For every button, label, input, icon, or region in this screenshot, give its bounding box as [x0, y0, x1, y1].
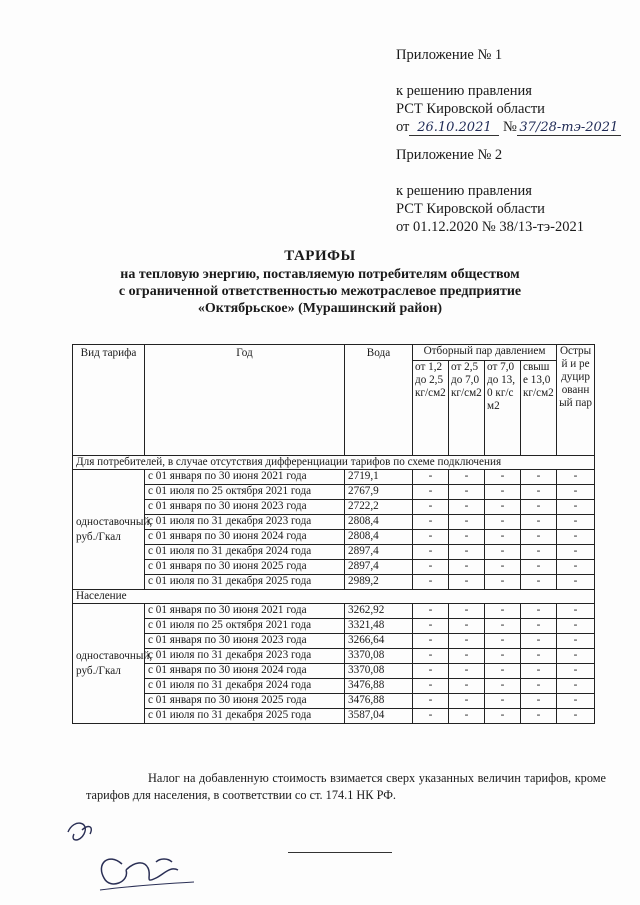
water-value: 3266,64 [345, 634, 413, 649]
dash-cell: - [521, 500, 557, 515]
water-value: 2767,9 [345, 485, 413, 500]
section2-label: Население [73, 590, 595, 604]
dash-cell: - [557, 694, 595, 709]
period-cell: с 01 июля по 25 октября 2021 года [145, 619, 345, 634]
appendix2-title: Приложение № 2 [396, 147, 503, 163]
period-cell: с 01 июля по 31 декабря 2024 года [145, 545, 345, 560]
water-value: 2989,2 [345, 575, 413, 590]
appendix2-line3: от 01.12.2020 № 38/13-тэ-2021 [396, 219, 584, 235]
dash-cell: - [557, 634, 595, 649]
dash-cell: - [521, 634, 557, 649]
dash-cell: - [521, 470, 557, 485]
water-value: 3262,92 [345, 604, 413, 619]
heading-line2: с ограниченной ответственностью межотраслевое предприятие [118, 284, 522, 299]
section1-group: одноставочный, руб./Гкал [73, 470, 145, 590]
section1-label: Для потребителей, в случае отсутствия дифференциации тарифов по схеме подключения [73, 456, 595, 470]
section-header-row [73, 456, 595, 470]
dash-cell: - [521, 560, 557, 575]
table-row [73, 709, 595, 724]
table-row [73, 500, 595, 515]
handwritten-number: 37/28-тэ-2021 [517, 121, 621, 136]
section-header-row [73, 590, 595, 604]
dash-cell: - [413, 470, 449, 485]
dash-cell: - [521, 530, 557, 545]
page-title: ТАРИФЫ [284, 248, 356, 264]
dash-cell: - [413, 604, 449, 619]
table-header-row [73, 345, 595, 361]
dash-cell: - [485, 515, 521, 530]
period-cell: с 01 января по 30 июня 2021 года [145, 604, 345, 619]
dash-cell: - [449, 545, 485, 560]
period-cell: с 01 января по 30 июня 2023 года [145, 634, 345, 649]
dash-cell: - [557, 709, 595, 724]
number-prefix: № [503, 119, 517, 135]
period-cell: с 01 июля по 31 декабря 2025 года [145, 575, 345, 590]
dash-cell: - [485, 530, 521, 545]
dash-cell: - [413, 545, 449, 560]
from-prefix: от [396, 119, 410, 135]
dash-cell: - [449, 530, 485, 545]
dash-cell: - [557, 679, 595, 694]
dash-cell: - [485, 634, 521, 649]
period-cell: с 01 января по 30 июня 2021 года [145, 470, 345, 485]
water-value: 3370,08 [345, 649, 413, 664]
header-steam-4: свыше 13,0 кг/см2 [521, 361, 557, 456]
dash-cell: - [485, 604, 521, 619]
period-cell: с 01 июля по 31 декабря 2024 года [145, 679, 345, 694]
vat-note: Налог на добавленную стоимость взимается сверх указанных величин тарифов, кроме тарифов для населения, в соответствии со ст. 174.1 НК РФ. [86, 771, 606, 802]
dash-cell: - [557, 545, 595, 560]
dash-cell: - [521, 604, 557, 619]
dash-cell: - [485, 709, 521, 724]
table-row [73, 530, 595, 545]
period-cell: с 01 июля по 25 октября 2021 года [145, 485, 345, 500]
period-cell: с 01 января по 30 июня 2024 года [145, 530, 345, 545]
dash-cell: - [485, 575, 521, 590]
water-value: 2722,2 [345, 500, 413, 515]
dash-cell: - [449, 664, 485, 679]
handwritten-date: 26.10.2021 [409, 121, 499, 136]
dash-cell: - [521, 679, 557, 694]
header-tariff-type: Вид тарифа [73, 345, 145, 456]
dash-cell: - [557, 470, 595, 485]
dash-cell: - [449, 694, 485, 709]
dash-cell: - [521, 649, 557, 664]
dash-cell: - [521, 664, 557, 679]
water-value: 3476,88 [345, 694, 413, 709]
dash-cell: - [449, 619, 485, 634]
table-row [73, 545, 595, 560]
dash-cell: - [485, 500, 521, 515]
dash-cell: - [413, 649, 449, 664]
header-sharp-steam: Острый и редуцированный пар [557, 345, 595, 456]
section2-group: одноставочный, руб./Гкал [73, 604, 145, 724]
dash-cell: - [557, 604, 595, 619]
period-cell: с 01 января по 30 июня 2024 года [145, 664, 345, 679]
header-period: Год [145, 345, 345, 456]
tariff-table [72, 344, 595, 724]
dash-cell: - [413, 575, 449, 590]
water-value: 2897,4 [345, 560, 413, 575]
appendix1-decision-line [396, 118, 621, 136]
dash-cell: - [485, 649, 521, 664]
dash-cell: - [485, 560, 521, 575]
header-steam-1: от 1,2 до 2,5 кг/см2 [413, 361, 449, 456]
dash-cell: - [449, 485, 485, 500]
dash-cell: - [485, 679, 521, 694]
period-cell: с 01 января по 30 июня 2025 года [145, 694, 345, 709]
appendix1-line2: РСТ Кировской области [396, 101, 545, 117]
appendix2-block [396, 146, 584, 236]
dash-cell: - [413, 485, 449, 500]
dash-cell: - [413, 515, 449, 530]
dash-cell: - [485, 694, 521, 709]
dash-cell: - [485, 619, 521, 634]
dash-cell: - [413, 619, 449, 634]
dash-cell: - [557, 649, 595, 664]
dash-cell: - [449, 560, 485, 575]
dash-cell: - [449, 604, 485, 619]
dash-cell: - [449, 470, 485, 485]
table-row [73, 649, 595, 664]
dash-cell: - [413, 560, 449, 575]
period-cell: с 01 июля по 31 декабря 2025 года [145, 709, 345, 724]
dash-cell: - [485, 470, 521, 485]
dash-cell: - [485, 664, 521, 679]
dash-cell: - [449, 515, 485, 530]
header-steam-3: от 7,0 до 13,0 кг/см2 [485, 361, 521, 456]
table-row [73, 694, 595, 709]
water-value: 3370,08 [345, 664, 413, 679]
dash-cell: - [449, 575, 485, 590]
dash-cell: - [557, 485, 595, 500]
period-cell: с 01 января по 30 июня 2025 года [145, 560, 345, 575]
dash-cell: - [485, 485, 521, 500]
table-row [73, 515, 595, 530]
dash-cell: - [521, 709, 557, 724]
water-value: 2897,4 [345, 545, 413, 560]
water-value: 3476,88 [345, 679, 413, 694]
dash-cell: - [557, 664, 595, 679]
table-row [73, 679, 595, 694]
table-row [73, 575, 595, 590]
table-row [73, 560, 595, 575]
water-value: 3587,04 [345, 709, 413, 724]
table-row [73, 634, 595, 649]
dash-cell: - [413, 709, 449, 724]
dash-cell: - [449, 679, 485, 694]
header-water: Вода [345, 345, 413, 456]
table-row [73, 604, 595, 619]
dash-cell: - [521, 515, 557, 530]
period-cell: с 01 июля по 31 декабря 2023 года [145, 649, 345, 664]
table-row [73, 619, 595, 634]
signature-icon [60, 812, 210, 898]
appendix2-line2: РСТ Кировской области [396, 201, 545, 217]
dash-cell: - [557, 619, 595, 634]
dash-cell: - [557, 500, 595, 515]
table-row [73, 470, 595, 485]
dash-cell: - [485, 545, 521, 560]
signature-line [288, 852, 392, 853]
appendix2-line1: к решению правления [396, 183, 532, 199]
dash-cell: - [557, 575, 595, 590]
dash-cell: - [413, 664, 449, 679]
dash-cell: - [413, 530, 449, 545]
dash-cell: - [521, 485, 557, 500]
table-row [73, 485, 595, 500]
period-cell: с 01 июля по 31 декабря 2023 года [145, 515, 345, 530]
dash-cell: - [449, 500, 485, 515]
dash-cell: - [449, 649, 485, 664]
dash-cell: - [521, 619, 557, 634]
header-steam-2: от 2,5 до 7,0 кг/см2 [449, 361, 485, 456]
appendix1-line1: к решению правления [396, 83, 532, 99]
water-value: 2808,4 [345, 530, 413, 545]
dash-cell: - [413, 694, 449, 709]
period-cell: с 01 января по 30 июня 2023 года [145, 500, 345, 515]
dash-cell: - [413, 679, 449, 694]
water-value: 3321,48 [345, 619, 413, 634]
heading-line1: на тепловую энергию, поставляемую потребителям обществом [120, 267, 520, 282]
water-value: 2719,1 [345, 470, 413, 485]
dash-cell: - [413, 634, 449, 649]
dash-cell: - [557, 560, 595, 575]
dash-cell: - [449, 709, 485, 724]
dash-cell: - [557, 530, 595, 545]
dash-cell: - [521, 575, 557, 590]
dash-cell: - [449, 634, 485, 649]
dash-cell: - [521, 545, 557, 560]
header-steam: Отборный пар давлением [413, 345, 557, 361]
heading-line3: «Октябрьское» (Мурашинский район) [197, 301, 443, 316]
appendix1-block [396, 46, 621, 136]
water-value: 2808,4 [345, 515, 413, 530]
dash-cell: - [557, 515, 595, 530]
dash-cell: - [413, 500, 449, 515]
table-row [73, 664, 595, 679]
appendix1-title: Приложение № 1 [396, 47, 503, 63]
dash-cell: - [521, 694, 557, 709]
